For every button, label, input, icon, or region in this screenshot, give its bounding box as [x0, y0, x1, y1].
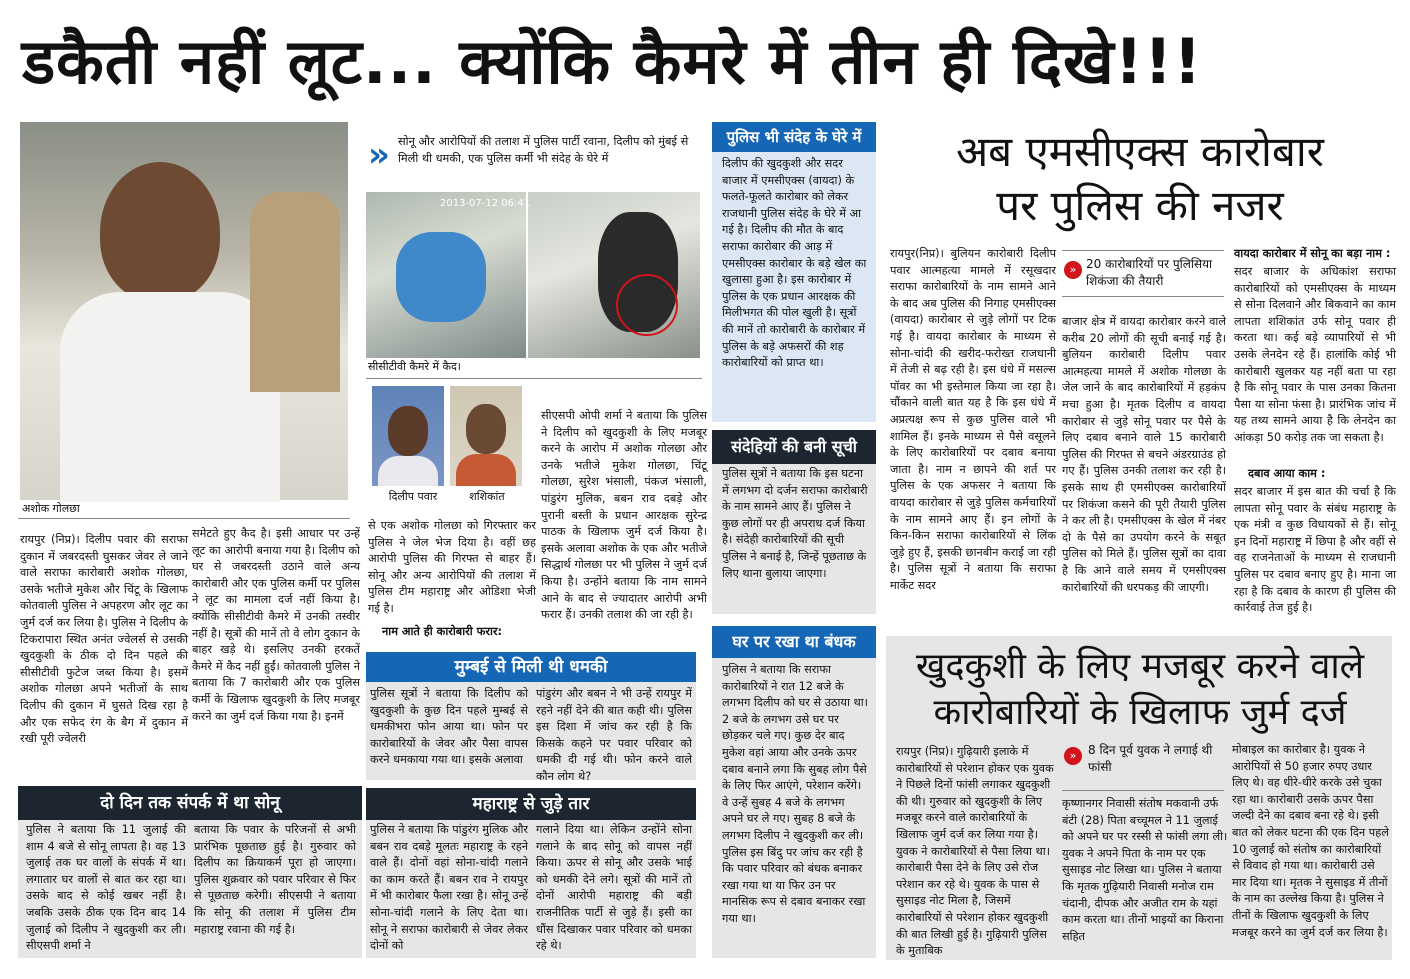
cctv-caption: सीसीटीवी कैमरे में कैद।: [368, 360, 461, 373]
mcx-headline-2: पर पुलिस की नजर: [996, 181, 1284, 230]
red-chevron-icon-2: »: [1064, 744, 1084, 764]
chevron-icon: »: [368, 135, 390, 175]
suicide-headline-1: खुदकुशी के लिए मजबूर करने वाले: [915, 646, 1365, 687]
page-headline: डकैती नहीं लूट... क्योंकि कैमरे में तीन ही दिखे!!!: [22, 25, 1203, 98]
box-sonu-col-1: पुलिस ने बताया कि 11 जुलाई की शाम 4 बजे से सोनू लापता है। वह 13 जुलाई तक घर वालों के संपर्क में था। लगातार घर वालों से बात कर रहा था। उसके बाद से कोई खबर नहीं है। जबकि उसके ठीक एक दिन बाद 14 जुलाई को दिलीप ने खुदकुशी कर ली। सीएसपी शर्मा ने: [26, 823, 186, 953]
photo-dilip-pawar: [372, 386, 444, 486]
box-police-text: दिलीप की खुदकुशी और सदर बाजार में एमसीएक्स (वायदा) के फलते-फूलते कारोबार को लेकर राजधानी पुलिस संदेह के घेरे में आ गई है। दिलीप की मौत के बाद सराफा कारोबार की आड़ में एमसीएक्स कारोबार के बड़े खेल का खुलासा हुआ है। इस कारोबार में पुलिस के एक प्रधान आरक्षक की मिलीभगत की पोल खुली है। सूत्रों की मानें तो कारोबारी के कारोबार में पुलिस के बड़े अफसरों की शह कारोबारियों को प्राप्त था।: [722, 157, 867, 370]
caption-dilip: दिलीप पवार: [388, 490, 438, 503]
mcx-col-3: सदर बाजार के अधिकांश सराफा कारोबारियों को एमसीएक्स के माध्यम से सोना दिलवाने और बिकवाने का काम लापता शशिकांत उर्फ सोनू पवार ही करता था। कई बड़े व्यापारियों से भी उसके लेनदेन रहे हैं। हालांकि कोई भी कारोबारी खुलकर यह नहीं बता पा रहा है कि सोनू पवार के पास उनका कितना पैसा या सोना फंसा है। प्रारंभिक जांच में यह तथ्य सामने आया है कि लेनदेन का आंकड़ा 50 करोड़ तक जा सकता है।: [1234, 265, 1396, 444]
caption-shashikant: शशिकांत: [469, 490, 505, 503]
box-mortgage-title: घर पर रखा था बंधक: [712, 626, 876, 658]
photo-caption: अशोक गोलछा: [22, 502, 80, 515]
photo-shashikant: [450, 386, 522, 486]
suicide-col-2: कृष्णानगर निवासी संतोष मकवानी उर्फ बंटी (28) पिता बच्चूमल ने 11 जुलाई को अपने घर पर रस्सी से फांसी लगा ली। युवक ने अपने पिता के नाम पर एक सुसाइड नोट लिखा था। पुलिस ने बताया कि मृतक गुढ़ियारी निवासी मनोज राम चंदानी, दीपक और अजीत राम के यहां काम करता था। तीनों भाइयों का किराना सहित: [1062, 797, 1228, 943]
box-suspects-title: संदेहियों की बनी सूची: [712, 430, 876, 464]
mcx-col2-head: 20 कारोबारियों पर पुलिसिया शिकंजा की तैयारी: [1086, 257, 1213, 288]
article-subhead: नाम आते ही कारोबारी फरार:: [382, 625, 503, 638]
article-col-1: रायपुर (निप्र)। दिलीप पवार की सराफा दुकान में जबरदस्ती घुसकर जेवर ले जाने वाले सराफा कारोबारी अशोक गोलछा, उसके भतीजे मुकेश और चिंटू के खिलाफ कोतवाली पुलिस ने अपहरण और लूट का जुर्म दर्ज कर लिया है। पुलिस ने दिलीप के टिकरापारा स्थित अनंत ज्वेलर्स से उसकी खुदकुशी के ठीक दो दिन पहले की सीसीटीवी फुटेज जब्त किया है। इसमें अशोक गोलछा अपने भतीजों के साथ दिलीप की दुकान में घुसते दिख रहा है और एक सफेद रंग के बैग में दुकान में रखी पूरी ज्वेलरी: [20, 533, 188, 746]
box-mumbai-col-1: पुलिस सूत्रों ने बताया कि दिलीप को खुदकुशी के कुछ दिन पहले मुम्बई से धमकीभरा फोन आया था। फोन पर कारोबारियों के जेवर और पैसा वापस करने धमकाया गया था। इसके अलावा: [370, 687, 528, 767]
box-sonu-title: दो दिन तक संपर्क में था सोनू: [18, 786, 362, 820]
box-mortgage-text: पुलिस ने बताया कि सराफा कारोबारियों ने रात 12 बजे के लगभग दिलीप को घर से उठाया था। 2 बजे के लगभग उसे घर पर छोड़कर चले गए। कुछ देर बाद मुकेश वहां आया और उनके ऊपर दबाव बनाने लगा कि सुबह लोग पैसे के लिए फिर आएंगे, परेशान करेंगे। वे उन्हें सुबह 4 बजे के लगभग अपने घर ले गए। सुबह 8 बजे के लगभग दिलीप ने खुदकुशी कर ली। पुलिस इस बिंदु पर जांच कर रही है कि पवार परिवार को बंधक बनाकर रखा गया था या फिर उन पर मानसिक रूप से दबाव बनाकर रखा गया था।: [722, 663, 868, 925]
cctv-intro: सोनू और आरोपियों की तलाश में पुलिस पार्टी रवाना, दिलीप को मुंबई से मिली थी धमकी, एक पुलिस कर्मी भी संदेह के घेरे में: [398, 135, 689, 165]
suicide-headline-2: कारोबारियों के खिलाफ जुर्म दर्ज: [933, 692, 1347, 733]
cctv-photo-2: [528, 192, 700, 358]
box-maharashtra-title: महाराष्ट्र से जुड़े तार: [366, 788, 696, 820]
red-chevron-icon: »: [1064, 258, 1084, 278]
article-col-3: से एक अशोक गोलछा को गिरफ्तार कर पुलिस ने जेल भेज दिया है। वहीं छह आरोपी पुलिस की गिरफ्त से बाहर हैं। सोनू और अन्य आरोपियों की तलाश में पुलिस टीम महाराष्ट्र और ओडिशा भेजी गई है।: [368, 519, 536, 615]
mcx-col3-head-2: दबाव आया काम :: [1248, 467, 1326, 480]
mcx-headline-1: अब एमसीएक्स कारोबार: [956, 127, 1324, 176]
mcx-col3-head: वायदा कारोबार में सोनू का बड़ा नाम :: [1234, 247, 1391, 260]
suicide-col-3: मोबाइल का कारोबार है। युवक ने आरोपियों से 50 हजार रुपए उधार लिए थे। वह धीरे-धीरे करके उसे चुका रहा था। कारोबारी उसके ऊपर पैसा जल्दी देने का दबाव बना रहे थे। इसी बात को लेकर घटना की एक दिन पहले 10 जुलाई को संतोष का कारोबारियों से विवाद हो गया था। कारोबारी उसे मार दिया था। मृतक ने सुसाइड में तीनों के नाम का उल्लेख किया है। पुलिस ने तीनों के खिलाफ खुदकुशी के लिए मजबूर करने का जुर्म दर्ज कर लिया है।: [1232, 743, 1389, 939]
mcx-col-3b: सदर बाजार में इस बात की चर्चा है कि लापता सोनू पवार के संबंध महाराष्ट्र के एक मंत्री व कुछ विधायकों से हैं। सोनू इन दिनों महाराष्ट्र में छिपा है और वहीं से वह राजनेताओं के माध्यम से राजधानी पुलिस पर दबाव बनाए हुए है। माना जा रहा है कि दबाव के कारण ही पुलिस की कार्रवाई तेज हुई है।: [1234, 485, 1396, 615]
cctv-timestamp: 2013-07-12 06:41: [440, 198, 531, 209]
box-maharashtra-col-1: पुलिस ने बताया कि पांडुरंग मुलिक और बबन राव दबड़े मूलतः महाराष्ट्र के रहने वाले हैं। दोनों वहां सोना-चांदी गलाने का काम करते हैं। बबन राव ने रायपुर में भी कारोबार फैला रखा है। सोनू उन्हें सोना-चांदी गलाने के लिए देता था। सोनू ने सराफा कारोबारी से जेवर लेकर दोनों को: [370, 823, 528, 953]
box-maharashtra-col-2: गलाने दिया था। लेकिन उन्होंने सोना गलाने के बाद सोनू को वापस नहीं किया। ऊपर से सोनू और उसके भाई को धमकी देने लगे। सूत्रों की मानें तो दोनों आरोपी महाराष्ट्र की बड़ी राजनीतिक पार्टी से जुड़े हैं। इसी का धौंस दिखाकर पवार परिवार को धमका रहे थे।: [536, 823, 692, 953]
mcx-col-2: बाजार क्षेत्र में वायदा कारोबार करने वाले करीब 20 लोगों की सूची बनाई गई है। बुलियन कारोबारी दिलीप पवार आत्महत्या मामले में अशोक गोलछा के जेल जाने के बाद कारोबारियों में हड़कंप मचा हुआ है। मृतक दिलीप व वायदा कारोबार से जुड़े सोनू पवार पर पैसे के लिए दबाव बनाने वाले 15 कारोबारी पुलिस की गिरफ्त से बचने अंडरग्राउंड हो गए हैं। पुलिस उनकी तलाश कर रही है। इसके साथ ही एमसीएक्स कारोबारियों पर शिकंजा कसने की पूरी तैयारी पुलिस ने कर ली है। एमसीएक्स के खेल में नंबर दो के पैसे का उपयोग करने के सबूत पुलिस को मिले हैं। पुलिस सूत्रों का दावा है कि आने वाले समय में एमसीएक्स कारोबारियों की धरपकड़ की जाएगी।: [1062, 315, 1226, 594]
box-police-title: पुलिस भी संदेह के घेरे में: [712, 122, 876, 152]
suicide-col2-head: 8 दिन पूर्व युवक ने लगाई थी फांसी: [1088, 743, 1213, 774]
suicide-col-1: रायपुर (निप्र)। गुढ़ियारी इलाके में कारोबारियों से परेशान होकर एक युवक ने पिछले दिनों फांसी लगाकर खुदकुशी की थी। गुरुवार को खुदकुशी के लिए मजबूर करने वाले कारोबारियों के खिलाफ जुर्म दर्ज कर लिया गया है। युवक ने कारोबारियों से पैसा लिया था। कारोबारी पैसा देने के लिए उसे रोज परेशान कर रहे थे। युवक के पास से सुसाइड नोट मिला है, जिसमें कारोबारियों से परेशान होकर खुदकुशी की बात लिखी हुई है। गुढ़ियारी पुलिस के मुताबिक: [896, 745, 1054, 958]
box-sonu-col-2: बताया कि पवार के परिजनों से अभी प्रारंभिक पूछताछ हुई है। गुरुवार को दिलीप का क्रियाकर्म पूरा हो जाएगा। पुलिस शुक्रवार को पवार परिवार से फिर से पूछताछ करेगी। सीएसपी ने बताया कि सोनू की तलाश में पुलिस टीम महाराष्ट्र रवाना की गई है।: [194, 823, 356, 936]
article-col-4: सीएसपी ओपी शर्मा ने बताया कि पुलिस ने दिलीप को खुदकुशी के लिए मजबूर करने के आरोप में अशोक गोलछा और उनके भतीजे मुकेश गोलछा, चिंटू गोलछा, सुरेश भंसाली, पंकज भंसाली, पांडुरंग मुलिक, बबन राव दबड़े और पुरानी बस्ती के प्रधान आरक्षक सुरेन्द्र पाठक के खिलाफ जुर्म दर्ज किया है। इसके अलावा अशोक के एक और भतीजे सिद्धार्थ गोलछा पर भी पुलिस ने जुर्म दर्ज किया है। उन्होंने बताया कि नाम सामने आने के बाद से ज्यादातर आरोपी अभी फरार हैं। उनकी तलाश की जा रही है।: [541, 409, 707, 622]
photo-ashok-golchha: [20, 122, 348, 500]
mcx-col-1: रायपुर(निप्र)। बुलियन कारोबारी दिलीप पवार आत्महत्या मामले में रसूखदार सराफा कारोबारियों के नाम सामने आने के बाद अब पुलिस की निगाह एमसीएक्स (वायदा) कारोबार से जुड़े लोगों पर टिक गई है। वायदा कारोबार के माध्यम से सोना-चांदी की खरीद-फरोख्त राजधानी में तेजी से बढ़ रही है। इस धंधे में मसल्स पॉवर का भी इस्तेमाल किया जा रहा है। चौंकाने वाली बात यह है कि इस धंधे में अप्रत्यक्ष रूप से कुछ पुलिस वाले भी शामिल हैं। इनके माध्यम से पैसे वसूलने के लिए कारोबारियों पर दबाव बनाया जाता है। नाम न छापने की शर्त पर पुलिस के एक अफसर ने बताया कि वायदा कारोबार से जुड़े पुलिस कर्मचारियों के नाम सामने आए हैं। इन लोगों के किन-किन सराफा कारोबारियों से लिंक जुड़े हुए हैं, इसकी छानबीन कराई जा रही है। पुलिस सूत्रों ने बताया कि सराफा मार्केट सदर: [890, 247, 1056, 592]
article-col-2: समेटते हुए कैद है। इसी आधार पर उन्हें लूट का आरोपी बनाया गया है। दिलीप को घर से जबरदस्ती उठाने वाले अन्य कारोबारी और एक पुलिस कर्मी पर पुलिस ने लूट का मामला दर्ज नहीं किया है। क्योंकि सीसीटीवी कैमरे में उनकी तस्वीर नहीं है। सूत्रों की मानें तो वे लोग दुकान के बाहर खड़े थे। इसलिए उनकी हरकतें कैमरे में कैद नहीं हुईं। कोतवाली पुलिस ने बताया कि 7 कारोबारी और एक पुलिस कर्मी के खिलाफ खुदकुशी के लिए मजबूर करने का जुर्म दर्ज किया गया है। इनमें: [192, 527, 360, 723]
box-suspects-text: पुलिस सूत्रों ने बताया कि इस घटना में लगभग दो दर्जन सराफा कारोबारी के नाम सामने आए हैं। पुलिस ने कुछ लोगों पर ही अपराध दर्ज किया है। संदेही कारोबारियों की सूची पुलिस ने बनाई है, जिन्हें पूछताछ के लिए थाना बुलाया जाएगा।: [722, 467, 868, 580]
box-mumbai-title: मुम्बई से मिली थी धमकी: [366, 652, 696, 682]
cctv-photo-1: [366, 192, 526, 358]
box-mumbai-col-2: पांडुरंग और बबन ने भी उन्हें रायपुर में रहने नहीं देने की बात कही थी। पुलिस इस दिशा में जांच कर रही है कि किसके कहने पर पवार परिवार को धमकी दी गई थी। फोन करने वाले कौन लोग थे?: [536, 687, 692, 783]
